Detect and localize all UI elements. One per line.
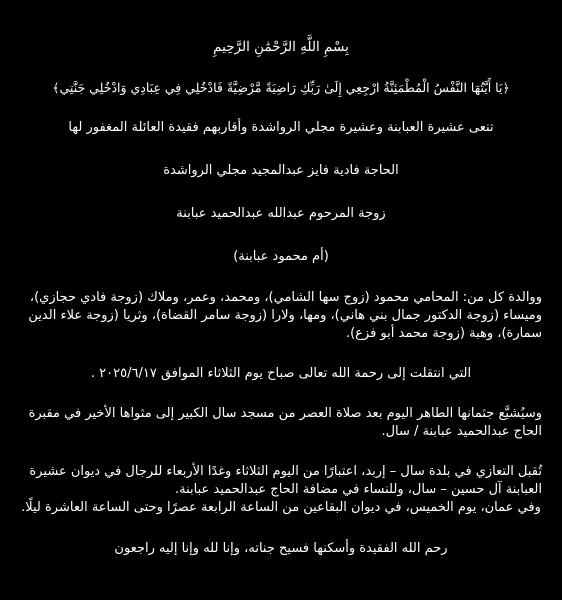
death-date-line: التي انتقلت إلى رحمة الله تعالى صباح يوم الثلاثاء الموافق ٢٠٢٥/٦/١٧ . [90, 366, 472, 381]
funeral-info: وسيُشيَّع جثمانها الطاهر اليوم بعد صلاة العصر من مسجد سال الكبير إلى مثواها الأخير في مقبرة الحاج عبدالحميد عبابنة / سال. [28, 406, 542, 439]
quran-verse: ﴿يَا أَيَّتُهَا النَّفْسُ الْمُطْمَئِنَّةُ ارْجِعِي إِلَىٰ رَبِّكِ رَاضِيَةً مَّرْضِيَّةً فَادْخُلِي فِي عِبَادِي وَادْخُلِي جَنَّتِي﴾ [52, 80, 510, 95]
condolences-amman: وفي عمان، يوم الخميس، في ديوان البقاعين من الساعة الرابعة عصرًا وحتى الساعة العاشرة ليلًا. [21, 500, 541, 515]
basmala: بِسْمِ اللَّهِ الرَّحْمَٰنِ الرَّحِيمِ [213, 39, 349, 55]
children-list: ووالدة كل من: المحامي محمود (زوج سها الشامي)، ومحمد، وعمر، وملاك (زوجة فادي حجازي)، وميساء (زوجة الدكتور جمال بني هاني)، ومها، ولارا (زوجة سامر القضاة)، وثريا (زوجة علاء الدين سمارة)، وهبة (زوجة محمد أبو فزع). [28, 290, 542, 341]
announcement-line: تنعى عشيرة العبابنة وعشيرة مجلي الرواشدة وأقاربهم فقيدة العائلة المغفور لها [68, 120, 494, 135]
deceased-name: الحاجة فادية فايز عبدالمجيد مجلي الرواشدة [163, 163, 399, 178]
kunya-line: (أم محمود عبابنة) [233, 249, 329, 264]
condolences-sal: تُقبل التعازي في بلدة سال – إربد، اعتبارًا من اليوم الثلاثاء وغدًا الأربعاء للرجال في ديوان عشيرة العبابنة آل حسين – سال، وللنساء في مضافة الحاج عبدالحميد عبابنة. [29, 464, 542, 497]
wife-of-line: زوجة المرحوم عبدالله عبدالحميد عبابنة [176, 206, 386, 221]
closing-prayer: رحم الله الفقيدة وأسكنها فسيح جناته، وإنا لله وإنا إليه راجعون [114, 541, 448, 556]
